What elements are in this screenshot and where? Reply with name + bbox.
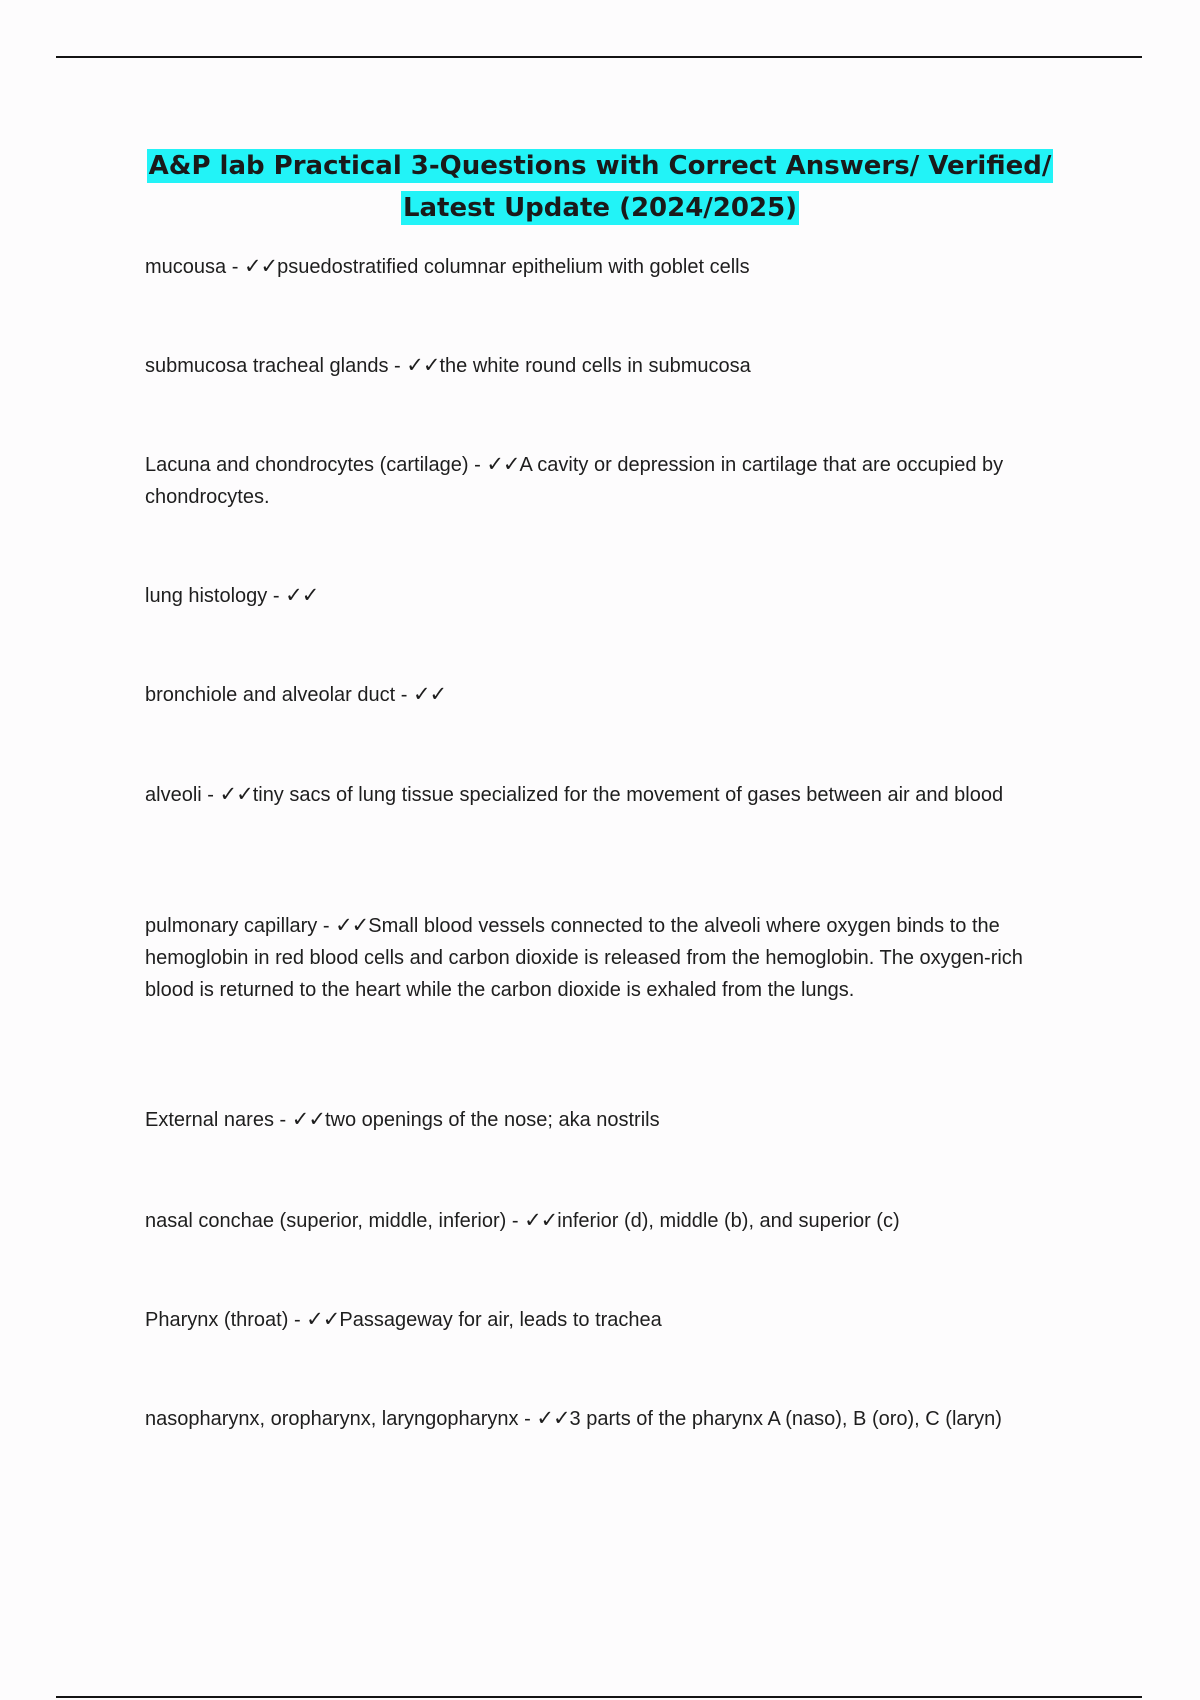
entry-separator: -: [273, 1109, 292, 1131]
entry-answer: the white round cells in submucosa: [439, 355, 751, 377]
entry-term: Pharynx (throat): [145, 1309, 289, 1331]
entry-answer: tiny sacs of lung tissue specialized for the movement of gases between air and blood: [252, 784, 1004, 806]
qa-entry-lung-histology: [145, 579, 1045, 612]
bottom-rule: [56, 1696, 1142, 1698]
qa-entry-mucousa: [145, 250, 1045, 283]
title-line-1: A&P lab Practical 3-Questions with Correct Answers/ Verified/: [148, 151, 1052, 181]
entry-answer: Small blood vessels connected to the alveoli where oxygen binds to the hemoglobin in red blood cells and carbon dioxide is released from the hemoglobin. The oxygen-rich blood is returned to the heart while the carbon dioxide is exhaled from the lungs.: [145, 915, 1023, 1001]
check-mark-icon: ✓✓: [536, 1406, 570, 1430]
entry-answer: Passageway for air, leads to trachea: [339, 1309, 662, 1331]
entry-term: pulmonary capillary: [145, 915, 318, 937]
check-mark-icon: ✓✓: [486, 452, 520, 476]
check-mark-icon: ✓✓: [243, 254, 278, 278]
entry-term: External nares: [145, 1109, 274, 1131]
entry-term: submucosa tracheal glands: [145, 355, 389, 377]
qa-entry-submucosa: [145, 349, 1045, 382]
entry-term: alveoli: [145, 784, 202, 806]
qa-entry-pharynx: [145, 1303, 1045, 1336]
entry-answer: inferior (d), middle (b), and superior (c): [557, 1210, 900, 1232]
qa-entry-lacuna: [145, 448, 1045, 513]
check-mark-icon: ✓✓: [285, 583, 319, 607]
qa-entry-nasal-conchae: [145, 1204, 1045, 1237]
entry-separator: -: [395, 684, 413, 706]
entry-term: nasopharynx, oropharynx, laryngopharynx: [145, 1408, 519, 1430]
entry-term: lung histology: [145, 585, 268, 607]
check-mark-icon: ✓✓: [524, 1208, 558, 1232]
check-mark-icon: ✓✓: [406, 353, 440, 377]
qa-entry-pharynx-parts: [145, 1402, 1045, 1435]
title-line-2: Latest Update (2024/2025): [402, 193, 798, 223]
qa-entry-pulmonary-capillary: [145, 909, 1045, 1006]
check-mark-icon: ✓✓: [291, 1107, 325, 1131]
entry-separator: -: [226, 256, 244, 278]
check-mark-icon: ✓✓: [306, 1307, 340, 1331]
entry-separator: -: [317, 915, 336, 937]
qa-entry-external-nares: [145, 1103, 1045, 1136]
check-mark-icon: ✓✓: [219, 782, 253, 806]
entry-separator: -: [518, 1408, 537, 1430]
entry-answer: two openings of the nose; aka nostrils: [324, 1109, 660, 1131]
entry-separator: -: [288, 1309, 307, 1331]
entry-separator: -: [506, 1210, 525, 1232]
entry-term: mucousa: [145, 256, 227, 278]
check-mark-icon: ✓✓: [335, 913, 369, 937]
entry-term: Lacuna and chondrocytes (cartilage): [145, 454, 469, 476]
qa-entry-bronchiole: [145, 678, 1045, 711]
qa-entry-alveoli: [145, 778, 1045, 811]
entry-answer: A cavity or depression in cartilage that are occupied by chondrocytes.: [145, 454, 1004, 508]
check-mark-icon: ✓✓: [412, 682, 447, 706]
entry-separator: -: [388, 355, 407, 377]
entry-term: bronchiole and alveolar duct: [145, 684, 396, 706]
entry-answer: 3 parts of the pharynx A (naso), B (oro), C (laryn): [569, 1408, 1002, 1430]
entry-answer: psuedostratified columnar epithelium with goblet cells: [277, 256, 750, 278]
entry-separator: -: [267, 585, 286, 607]
entry-separator: -: [468, 454, 487, 476]
entry-term: nasal conchae (superior, middle, inferior): [145, 1210, 507, 1232]
entry-separator: -: [201, 784, 220, 806]
